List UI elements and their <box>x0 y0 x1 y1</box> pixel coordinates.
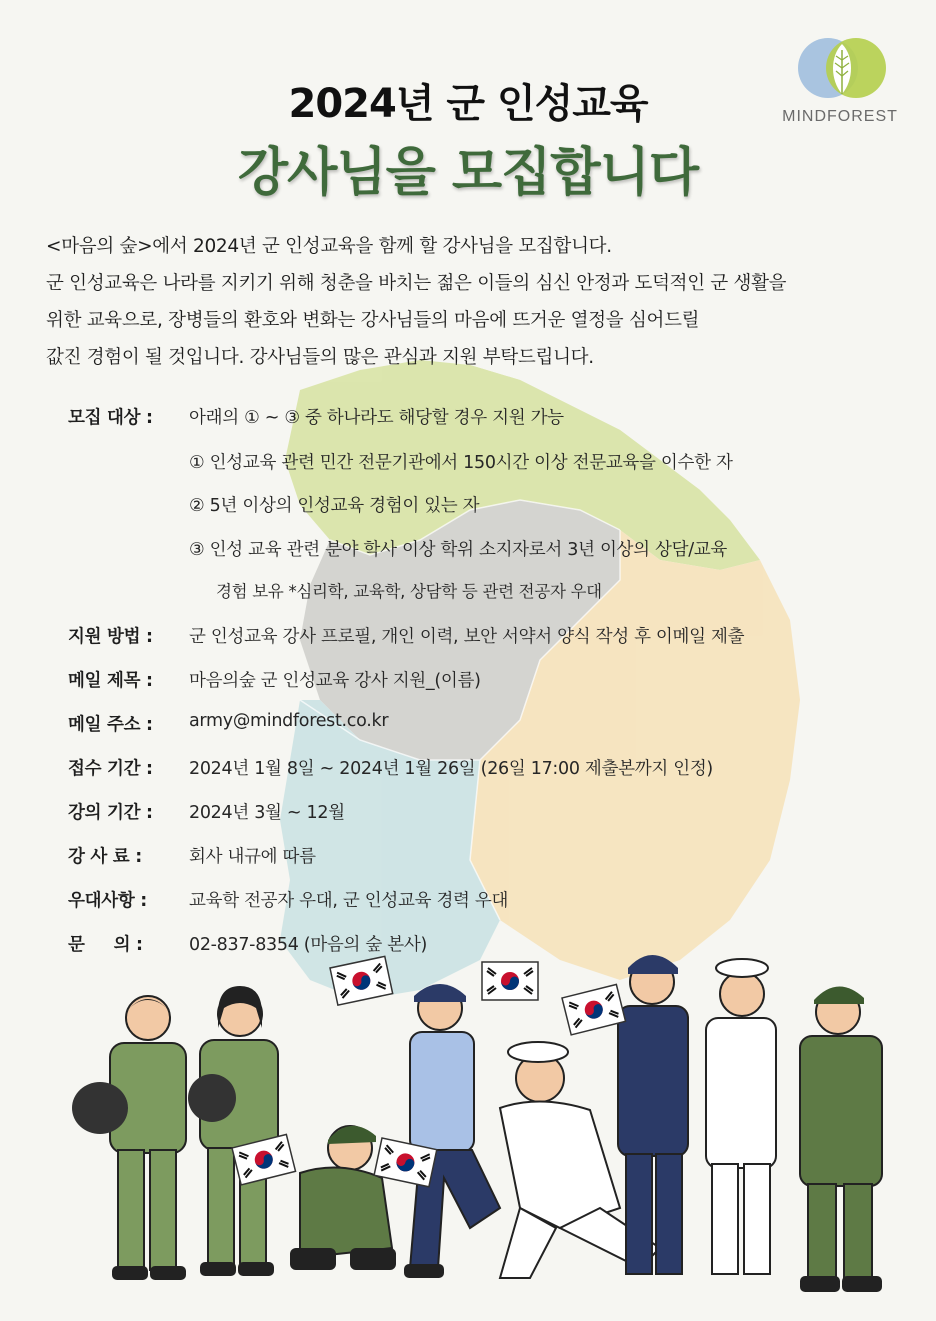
taegukgi-flag-icon <box>330 956 393 1005</box>
detail-row-period <box>0 755 936 785</box>
logo-text: MINDFOREST <box>782 108 898 125</box>
target-item <box>0 536 936 566</box>
target-item-3: ③ 인성 교육 관련 분야 학사 이상 학위 소지자로서 3년 이상의 상담/교육 <box>189 540 728 560</box>
preference-label: 우대사항 : <box>68 891 147 911</box>
subject-value: 마음의숲 군 인성교육 강사 지원_(이름) <box>189 671 481 691</box>
taegukgi-flag-icon <box>562 984 626 1034</box>
detail-row-subject <box>0 667 936 697</box>
detail-row-preference <box>0 887 936 917</box>
intro-paragraph <box>46 228 916 376</box>
target-item <box>0 449 936 479</box>
period-label: 접수 기간 : <box>68 759 153 779</box>
detail-row-fee <box>0 843 936 873</box>
taegukgi-flag-icon <box>482 962 538 1000</box>
target-label: 모집 대상 : <box>68 408 153 428</box>
detail-row-lecture <box>0 799 936 829</box>
lecture-value: 2024년 3월 ~ 12월 <box>189 803 345 823</box>
intro-line: 위한 교육으로, 장병들의 환호와 변화는 강사님들의 마음에 뜨거운 열정을 심어드릴 <box>46 310 700 331</box>
method-value: 군 인성교육 강사 프로필, 개인 이력, 보안 서약서 양식 작성 후 이메일 제출 <box>189 627 745 647</box>
intro-line: <마음의 숲>에서 2024년 군 인성교육을 함께 할 강사님을 모집합니다. <box>46 236 612 257</box>
page-subtitle: 강사님을 모집합니다 <box>237 143 699 203</box>
white-uniform-character <box>706 959 776 1274</box>
navy-officer-character <box>618 955 688 1274</box>
target-item <box>0 578 936 608</box>
inquiry-value: 02-837-8354 (마음의 숲 본사) <box>189 935 428 955</box>
target-item-1: ① 인성교육 관련 민간 전문기관에서 150시간 이상 전문교육을 이수한 자 <box>189 453 733 473</box>
detail-row-method <box>0 623 936 653</box>
saluting-soldier <box>800 986 882 1292</box>
email-label: 메일 주소 : <box>68 715 153 735</box>
fee-value: 회사 내규에 따름 <box>189 847 316 867</box>
email-value[interactable]: army@mindforest.co.kr <box>189 711 389 731</box>
soldiers-illustration <box>0 928 936 1321</box>
target-item <box>0 492 936 522</box>
target-item-3-cont: 경험 보유 *심리학, 교육학, 상담학 등 관련 전공자 우대 <box>216 582 602 601</box>
fee-label: 강 사 료 : <box>68 847 142 867</box>
period-value: 2024년 1월 8일 ~ 2024년 1월 26일 (26일 17:00 제출본까지 인정) <box>189 759 713 779</box>
detail-row-target <box>0 404 936 434</box>
air-force-character <box>404 984 500 1278</box>
pilot-character-1 <box>72 996 186 1280</box>
pilot-character-2 <box>188 986 278 1276</box>
page-title: 2024년 군 인성교육 <box>288 81 648 127</box>
intro-line: 값진 경험이 될 것입니다. 강사님들의 많은 관심과 지원 부탁드립니다. <box>46 347 594 368</box>
inquiry-label: 문 의 : <box>68 935 143 955</box>
method-label: 지원 방법 : <box>68 627 153 647</box>
preference-value: 교육학 전공자 우대, 군 인성교육 경력 우대 <box>189 891 509 911</box>
lecture-label: 강의 기간 : <box>68 803 153 823</box>
subject-label: 메일 제목 : <box>68 671 153 691</box>
intro-line: 군 인성교육은 나라를 지키기 위해 청춘을 바치는 젊은 이들의 심신 안정과 도덕적인 군 생활을 <box>46 273 787 294</box>
target-item-2: ② 5년 이상의 인성교육 경험이 있는 자 <box>189 496 480 516</box>
target-value: 아래의 ① ~ ③ 중 하나라도 해당할 경우 지원 가능 <box>189 408 564 428</box>
detail-row-email <box>0 711 936 741</box>
